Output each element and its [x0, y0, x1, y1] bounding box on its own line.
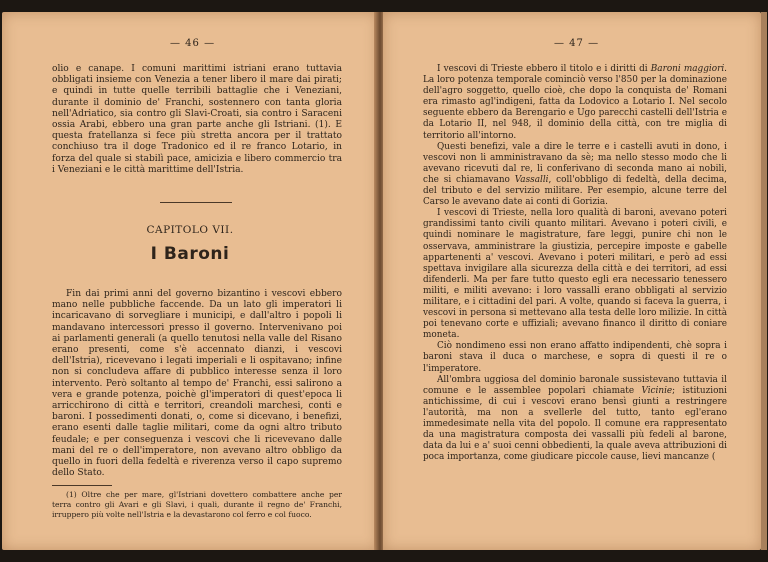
chapter-title: I Baroni — [150, 244, 230, 264]
right-body-text — [423, 64, 727, 463]
right-page — [383, 12, 761, 550]
left-top-text — [52, 64, 342, 176]
left-page — [2, 12, 378, 550]
page-edge — [761, 12, 767, 550]
paragraph: I vescovi di Trieste ebbero il titolo e i diritti di Baroni maggiori. La loro potenza temporale cominciò verso l'850 per la dominazione dell'agro soggetto, quello cioè, che dopo la conquista de' Romani era rimasto agl'indigeni, fatta da Lodovico a Lotario I. Nel secolo seguente ebbero da Berengario e Ugo parecchi castelli dell'Istria e da Lotario II, nel 948, il dominio della città, con tre miglia di territorio all'intorno. — [423, 64, 727, 141]
paragraph: All'ombra uggiosa del dominio baronale sussistevano tuttavia il comune e le assemblee popolari chiamate Vicinie; istituzioni antichissime, di cui i vescovi erano bensì giunti a restringere l'autorità, ma non a svellerle del tutto, tanto egl'erano immedesimate nella vita del popolo. Il comune era rappresentato da una magistratura composta dei vassalli più fedeli al barone, data da lui e a' suoi cenni obbedienti, la quale aveva attribuzioni di poca importanza, come giudicare piccole cause, lievi mancanze ( — [423, 374, 727, 463]
paragraph: Ciò nondimeno essi non erano affatto indipendenti, chè sopra i baroni stava il duca o marchese, e sopra di questi il re o l'imperatore. — [423, 341, 727, 374]
footnote-text: (1) Oltre che per mare, gl'Istriani dovettero combattere anche per terra contro gli Avari e gli Slavi, i quali, durante il regno de' Franchi, irruppero più volte nell'Istria e la devastarono col ferro e col fuoco. — [52, 490, 342, 519]
page-number-left: — 46 — — [170, 38, 216, 49]
paragraph: Fin dai primi anni del governo bizantino i vescovi ebbero mano nelle pubbliche faccende. Da un lato gli imperatori li incaricavano di sorvegliare i municipi, e dall'altro i popoli li mandavano intercessori presso il governo. Intervenivano poi ai parlamenti generali (a quello tenutosi nella valle del Risano erano presenti, come s'è accennato dianzi, i vescovi dell'Istria), ricevevano i legati imperiali e li ospitavano; infine non si concludeva affare di pubblico interesse senza il loro intervento. Però soltanto al tempo de' Franchi, essi salirono a vera e grande potenza, poichè gl'imperatori di quest'epoca li arricchirono di città e territori, creandoli marchesi, conti e baroni. I possedimenti donati, o, come si dicevano, i benefizi, erano esenti dalle taglie militari, come da ogni altro tributo feudale; e per conseguenza i vescovi che li ricevevano dalle mani del re o dell'imperatore, non avevano altro obbligo da quello in fuori della fedeltà e riverenza verso il capo supremo dello Stato. — [52, 289, 342, 479]
paragraph: I vescovi di Trieste, nella loro qualità di baroni, avevano poteri grandissimi tanto civili quanto militari. Avevano i poteri civili, e quindi nominare le magistrature, fare leggi, punire chi non le osservava, amministrare la giustizia, percepire imposte e gabelle appartenenti a' vescovi. Avevano i poteri militari, e però ad essi spettava invigilare alla sicurezza della città e dei territori, ad essi difenderli. Ma per fare tutto questo egli era necessario tenessero militi, e militi avevano: i loro vassalli erano obbligati al servizio militare, e i cittadini del pari. A volte, quando si faceva la guerra, i vescovi in persona si mettevano alla testa delle loro milizie. In città poi tenevano corte e uffiziali; avevano financo il diritto di coniare moneta. — [423, 208, 727, 341]
chapter-label: CAPITOLO VII. — [146, 224, 234, 236]
footnote — [52, 490, 342, 520]
paragraph: olio e canape. I comuni marittimi istriani erano tuttavia obbligati insieme con Venezia a tener libero il mare dai pirati; e quindi in tutte quelle terribili battaglie che i Veneziani, durante il dominio de' Franchi, sostennero con tanta gloria nell'Adriatico, sia contro gli Slavi-Croati, sia contro i Saraceni ossia Arabi, ebbero una gran parte anche gli Istriani. (1). E questa fratellanza si fece più stretta ancora per il trattato conchiuso tra il doge Tradonico ed il re franco Lotario, in forza del quale si stabilì pace, amicizia e libero commercio tra i Veneziani e le città marittime dell'Istria. — [52, 64, 342, 175]
page-number-right: — 47 — — [554, 38, 600, 49]
footnote-divider — [52, 485, 112, 486]
left-body-text — [52, 289, 342, 479]
divider — [160, 202, 232, 203]
paragraph: Questi benefizi, vale a dire le terre e i castelli avuti in dono, i vescovi non li amministravano da sè; ma nello stesso modo che li avevano ricevuti dal re, li conferivano di seconda mano ai nobili, che si chiamavano Vassalli, coll'obbligo di fedeltà, della decima, del tributo e del servizio militare. Per esempio, alcune terre del Carso le avevano date ai conti di Gorizia. — [423, 141, 727, 208]
